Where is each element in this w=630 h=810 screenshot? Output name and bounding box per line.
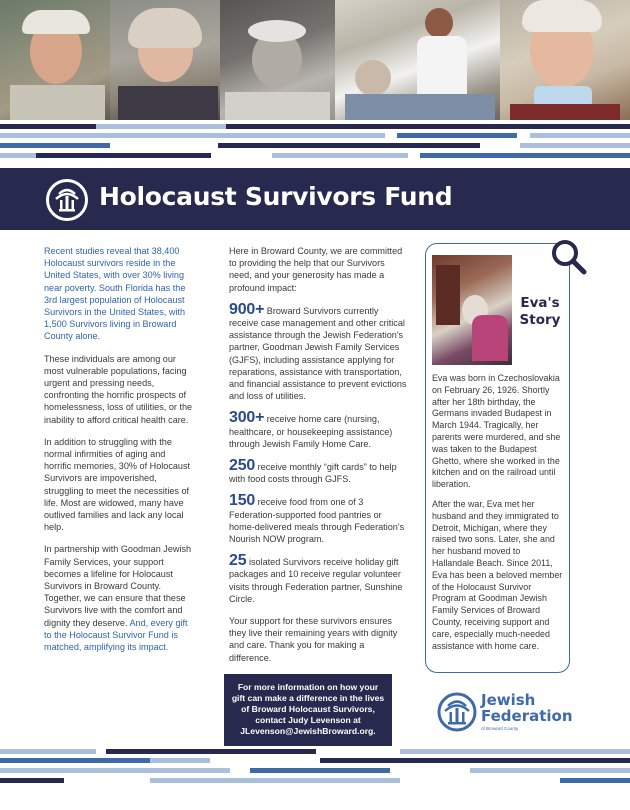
jewish-federation-logo xyxy=(437,690,587,738)
stat-text: Broward Survivors currently receive case management and other critical assistance through the Jewish Federation's partner, Goodman Jewish Family Services (GJFS), including assistance applying for reparations, assistance with transportation, and financial assistance to prevent evictions and loss of utilities. xyxy=(229,305,407,402)
impact-stat xyxy=(229,409,409,450)
contact-info-box: For more information on how your gift can make a difference in the lives of Broward Holocaust Survivors, contact Judy Levenson at JLevenson@JewishBroward.org. xyxy=(224,674,392,746)
survivor-photo-1 xyxy=(0,0,110,120)
intro-paragraph-3: In addition to struggling with the normal infirmities of aging and horrific memories, 30% of Holocaust Survivors are impoverished, struggling to meet the necessities of life. Most are widowed, many have outlived families and lack any local help. xyxy=(44,436,191,533)
federation-subtitle: of Broward County xyxy=(481,726,519,731)
impact-stat xyxy=(229,300,409,403)
stat-text: receive food from one of 3 Federation-supported food pantries or home-delivered meals through Federation's Nourish NOW program. xyxy=(229,497,405,545)
page-title: Holocaust Survivors Fund xyxy=(99,182,453,211)
story-paragraph-2: After the war, Eva met her husband and they immigrated to Detroit, Michigan, where they raised two sons. Later, she and her husband moved to Hallandale Beach. Since 2011, Eva has been a beloved member of the Holocaust Survivor Program at Goodman Jewish Family Services of Broward County, receiving support and care, especially much-needed assistance with home care. xyxy=(432,498,563,651)
survivor-photo-4 xyxy=(500,0,630,120)
impact-stat xyxy=(229,492,409,545)
impact-stat xyxy=(229,552,409,605)
federation-name-line-1: Jewish xyxy=(481,691,536,709)
impact-column xyxy=(229,245,409,674)
photo-strip xyxy=(0,0,630,120)
impact-lead: Here in Broward County, we are committed to providing the help that our Survivors need, and your generosity has made a profound impact: xyxy=(229,246,403,293)
story-paragraph-1: Eva was born in Czechoslovakia on February 26, 1926. Shortly after her 18th birthday, the Germans invaded Budapest in March 1944. Tragically, her parents were murdered, and she was taken to the Budapest Ghetto, where she worked in the kitchen and on the railroad until liberation. xyxy=(432,373,561,490)
impact-stat xyxy=(229,457,409,485)
survivor-photo-2 xyxy=(110,0,220,120)
intro-partnership-text: In partnership with Goodman Jewish Family Services, your support becomes a lifeline for Holocaust Survivors in Broward County. Together, we can ensure that these Survivors live with the comfort and dignity they deserve. xyxy=(44,544,192,628)
story-body xyxy=(432,373,564,660)
intro-paragraph-4 xyxy=(44,543,194,653)
survivor-photo-3 xyxy=(220,0,335,120)
stat-text: receive home care (nursing, healthcare, or housekeeping assistance) through Jewish Family Home Care. xyxy=(229,414,393,449)
stat-number: 25 xyxy=(229,552,247,570)
intro-match-text: And, every gift to the Holocaust Survivor Fund is matched, amplifying its impact. xyxy=(44,617,188,653)
federation-name xyxy=(481,692,573,724)
federation-menorah-logo-icon xyxy=(46,179,88,221)
story-title: Eva's Story xyxy=(519,295,561,328)
stat-number: 300+ xyxy=(229,409,265,427)
stat-number: 150 xyxy=(229,492,256,510)
stat-text: receive monthly “gift cards” to help with food costs through GJFS. xyxy=(229,462,397,485)
impact-closing: Your support for these survivors ensures they live their remaining years with dignity and care. Thank you for making a difference. xyxy=(229,616,398,663)
stat-number: 900+ xyxy=(229,300,265,318)
stat-number: 250 xyxy=(229,457,256,475)
intro-paragraph-2: These individuals are among our most vulnerable populations, facing urgent and pressing needs, confronting the horrific prospects of homelessness, loss of utilities, or the inability to afford critical health care. xyxy=(44,353,193,425)
magnifier-icon xyxy=(548,236,588,276)
federation-name-line-2: Federation xyxy=(481,707,573,725)
intro-highlight: Recent studies reveal that 38,400 Holocaust survivors reside in the United States, with over 30% living near poverty. South Florida has the 3rd largest population of Holocaust Survivors in the United States, with 1,500 Survivors living in Broward County alone. xyxy=(44,246,186,342)
volunteer-photo xyxy=(335,0,500,120)
eva-photo xyxy=(432,255,512,365)
federation-menorah-logo-icon xyxy=(437,692,477,732)
stat-text: isolated Survivors receive holiday gift packages and 10 receive regular volunteer visits through Federation partner, Sunshine Circle. xyxy=(229,557,403,604)
title-banner xyxy=(0,168,630,230)
intro-column xyxy=(44,245,194,663)
